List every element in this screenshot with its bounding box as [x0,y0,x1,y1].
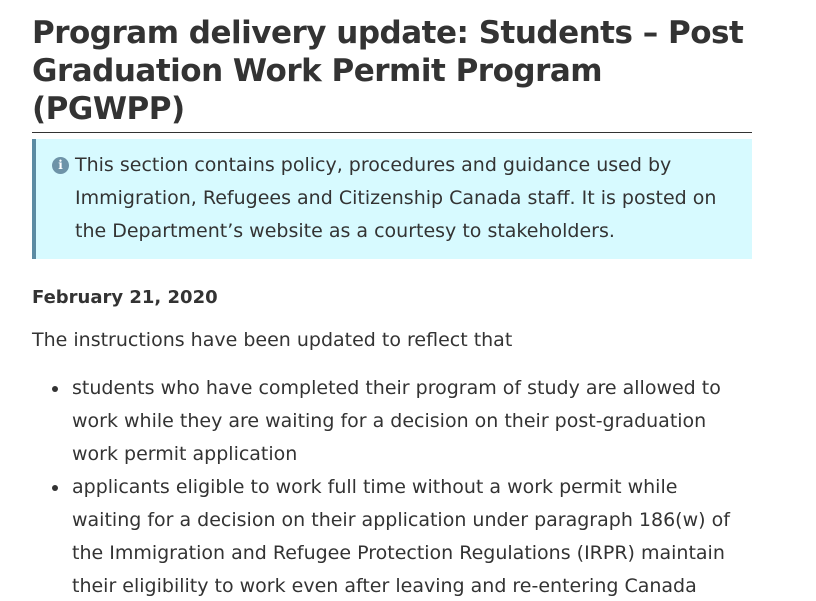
page-content [32,14,752,601]
page-title: Program delivery update: Students – Post Graduation Work Permit Program (PGWPP) [32,14,752,133]
bullet-icon [52,386,58,392]
info-notice-text: This section contains policy, procedures and guidance used by Immigration, Refugees and Citizenship Canada staff. It is posted on the Department’s website as a courtesy to stakeholders. [75,154,717,242]
update-date: February 21, 2020 [32,287,218,308]
info-notice [32,139,752,259]
list-item [72,471,752,601]
list-item [72,372,752,471]
update-intro: The instructions have been updated to reflect that [32,329,513,351]
info-icon: i [52,157,69,174]
list-item-text: students who have completed their program of study are allowed to work while they are waiting for a decision on their post-graduation work permit application [72,377,721,465]
update-list [32,372,752,601]
list-item-text: applicants eligible to work full time without a work permit while waiting for a decision on their application under paragraph 186(w) of the Immigration and Refugee Protection Regulations (IRPR) maintain their eligibility to work even after leaving and re-entering Canada [72,476,730,597]
bullet-icon [52,485,58,491]
